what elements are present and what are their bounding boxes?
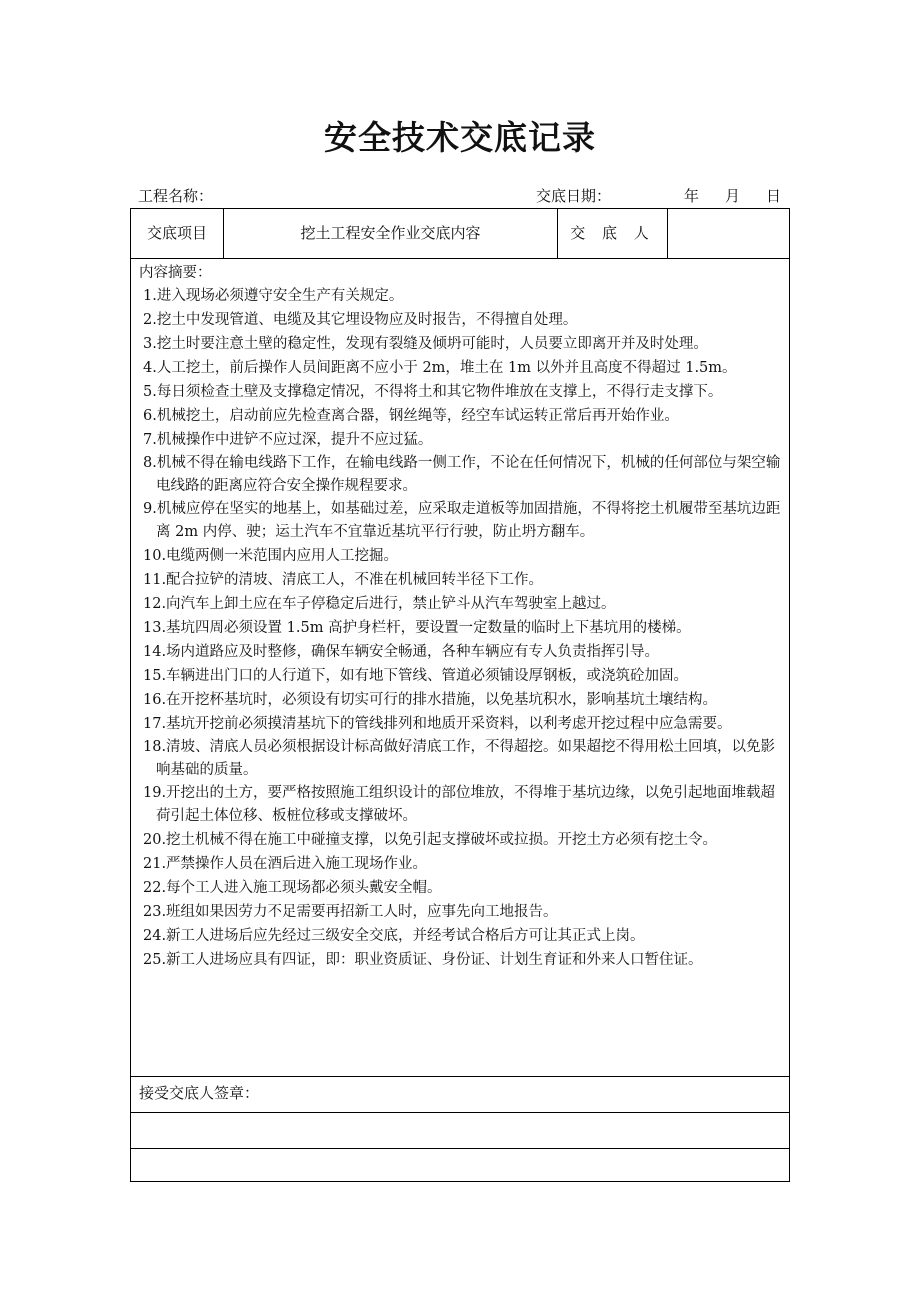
list-item: 10.电缆两侧一米范围内应用人工挖掘。 <box>143 548 399 564</box>
handover-date-label: 交底日期： <box>536 187 612 205</box>
date-day-label: 日 <box>766 187 782 205</box>
signature-field-row[interactable] <box>131 1149 789 1181</box>
signature-label: 接受交底人签章： <box>139 1084 260 1102</box>
date-year-label: 年 <box>684 187 700 205</box>
list-item: 5.每日须检查土壁及支撑稳定情况，不得将土和其它物件堆放在支撑上，不得行走支撑下。 <box>143 384 723 400</box>
date-month-label: 月 <box>725 187 741 205</box>
list-item: 14.场内道路应及时整修，确保车辆安全畅通，各种车辆应有专人负责指挥引导。 <box>143 644 660 660</box>
project-name-label: 工程名称： <box>138 187 214 205</box>
list-item: 16.在开挖杯基坑时，必须设有切实可行的排水措施，以免基坑积水，影响基坑土壤结构。 <box>143 692 718 708</box>
document-title: 安全技术交底记录 <box>324 118 596 157</box>
handover-item-label: 交底项目 <box>131 209 224 258</box>
list-item: 17.基坑开挖前必须摸清基坑下的管线排列和地质开采资料，以利考虑开挖过程中应急需要。 <box>143 716 732 732</box>
list-item: 9.机械应停在坚实的地基上，如基础过差，应采取走道板等加固措施，不得将挖土机履带至基坑边距离 2m 内停、驶；运土汽车不宜靠近基坑平行行驶，防止坍方翻车。 <box>143 501 781 540</box>
form-header-row <box>131 209 789 259</box>
list-item: 6.机械挖土，启动前应先检查离合器，钢丝绳等，经空车试运转正常后再开始作业。 <box>143 408 679 424</box>
list-item: 12.向汽车上卸土应在车子停稳定后进行，禁止铲斗从汽车驾驶室上越过。 <box>143 596 616 612</box>
signature-label-row <box>131 1077 789 1113</box>
handover-item-value: 挖土工程安全作业交底内容 <box>224 209 558 258</box>
list-item: 8.机械不得在输电线路下工作，在输电线路一侧工作，不论在任何情况下，机械的任何部位与架空输电线路的距离应符合安全操作规程要求。 <box>143 455 781 494</box>
list-item: 20.挖土机械不得在施工中碰撞支撑，以免引起支撑破坏或拉损。开挖土方必须有挖土令。 <box>143 832 718 848</box>
list-item: 22.每个工人进入施工现场都必须头戴安全帽。 <box>143 880 442 896</box>
list-item: 21.严禁操作人员在酒后进入施工现场作业。 <box>143 856 428 872</box>
list-item: 15.车辆进出门口的人行道下，如有地下管线、管道必须铺设厚钢板，或浇筑砼加固。 <box>143 668 689 684</box>
summary-label: 内容摘要： <box>139 265 212 281</box>
list-item: 7.机械操作中进铲不应过深，提升不应过猛。 <box>143 432 433 448</box>
handover-person-value <box>668 209 789 258</box>
signature-field-row[interactable] <box>131 1113 789 1149</box>
list-item: 13.基坑四周必须设置 1.5m 高护身栏杆，要设置一定数量的临时上下基坑用的楼梯。 <box>143 620 691 636</box>
list-item: 24.新工人进场后应先经过三级安全交底，并经考试合格后方可让其正式上岗。 <box>143 928 645 944</box>
list-item: 19.开挖出的土方，要严格按照施工组织设计的部位堆放，不得堆于基坑边缘，以免引起地面堆载超荷引起土体位移、板桩位移或支撑破坏。 <box>143 785 776 824</box>
list-item: 11.配合拉铲的清坡、清底工人，不准在机械回转半径下工作。 <box>143 572 544 588</box>
handover-form-table <box>130 208 790 1182</box>
handover-person-label: 交 底 人 <box>558 209 668 258</box>
list-item: 3.挖土时要注意土壁的稳定性，发现有裂缝及倾坍可能时，人员要立即离开并及时处理。 <box>143 336 708 352</box>
list-item: 4.人工挖土，前后操作人员间距离不应小于 2m，堆土在 1m 以外并且高度不得超过 1.5m。 <box>143 360 737 376</box>
list-item: 25.新工人进场应具有四证，即：职业资质证、身份证、计划生育证和外来人口暂住证。 <box>143 952 703 968</box>
list-item: 23.班组如果因劳力不足需要再招新工人时，应事先向工地报告。 <box>143 904 558 920</box>
content-summary-section <box>131 259 789 1077</box>
list-item: 18.清坡、清底人员必须根据设计标高做好清底工作，不得超挖。如果超挖不得用松土回填，以免影响基础的质量。 <box>143 739 776 778</box>
list-item: 2.挖土中发现管道、电缆及其它埋设物应及时报告，不得擅自处理。 <box>143 312 578 328</box>
list-item: 1.进入现场必须遵守安全生产有关规定。 <box>143 288 404 304</box>
